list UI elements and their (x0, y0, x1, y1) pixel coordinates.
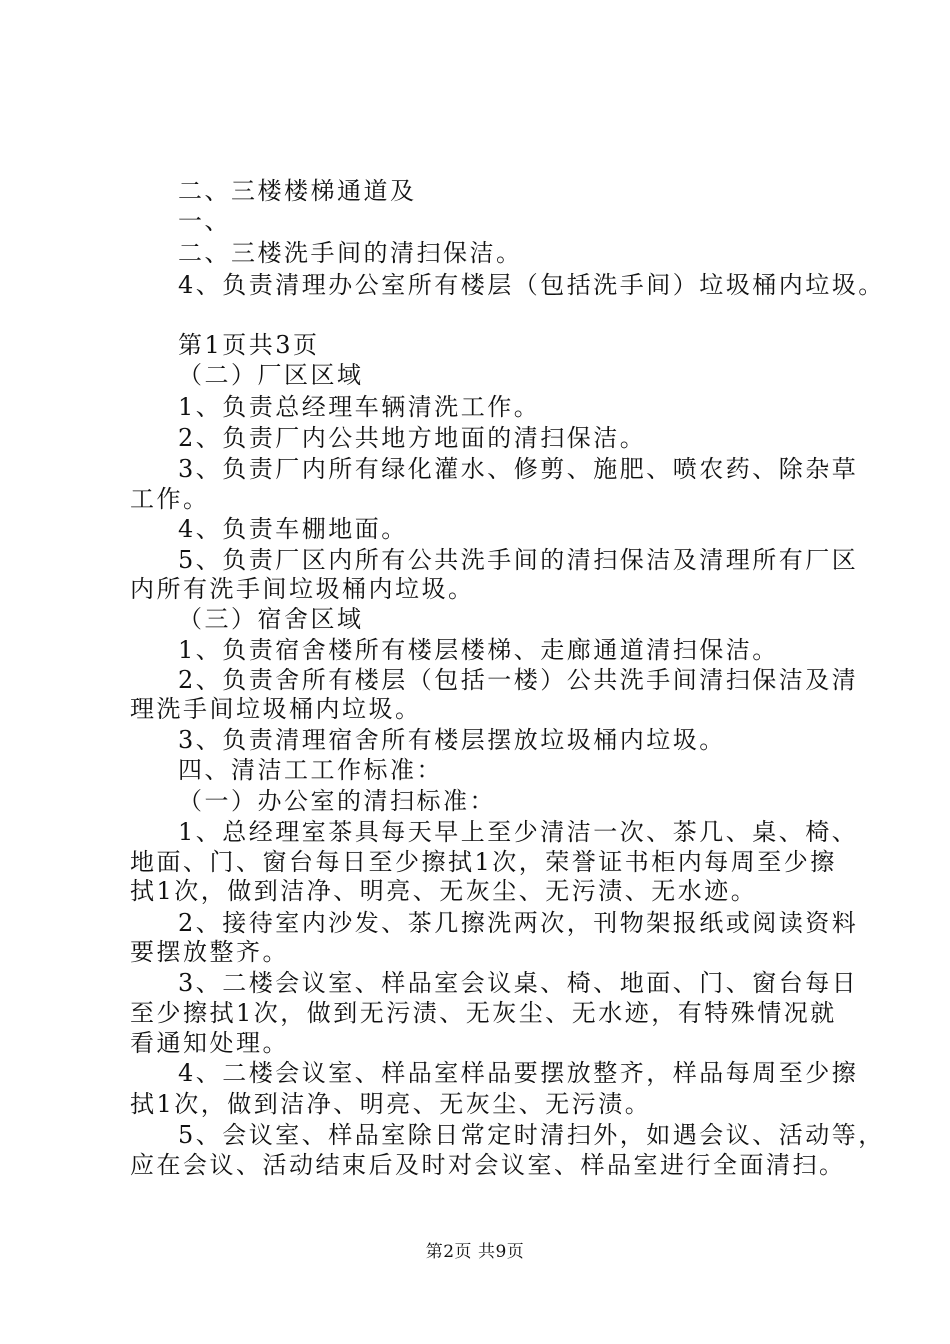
page-marker: 第1页共3页 (178, 331, 320, 359)
body-line: 4、负责清理办公室所有楼层（包括洗手间）垃圾桶内垃圾。 (178, 271, 885, 299)
body-line: 5、负责厂区内所有公共洗手间的清扫保洁及清理所有厂区 (178, 546, 859, 574)
body-line: 3、负责厂内所有绿化灌水、修剪、施肥、喷农药、除杂草 (178, 455, 859, 483)
body-line: 拭1次，做到洁净、明亮、无灰尘、无污渍、无水迹。 (130, 877, 758, 905)
body-line: 至少擦拭1次，做到无污渍、无灰尘、无水迹，有特殊情况就 (130, 999, 837, 1027)
body-line: 要摆放整齐。 (130, 938, 289, 966)
body-line: 1、负责宿舍楼所有楼层楼梯、走廊通道清扫保洁。 (178, 636, 779, 664)
body-line: 2、接待室内沙发、茶几擦洗两次，刊物架报纸或阅读资料 (178, 909, 859, 937)
body-line: 理洗手间垃圾桶内垃圾。 (130, 695, 422, 723)
body-line: 应在会议、活动结束后及时对会议室、样品室进行全面清扫。 (130, 1151, 846, 1179)
page-footer: 第2页 共9页 (425, 1242, 525, 1262)
section-heading: （二）厂区区域 (178, 361, 364, 389)
body-line: 4、二楼会议室、样品室样品要摆放整齐，样品每周至少擦 (178, 1059, 859, 1087)
body-line: 地面、门、窗台每日至少擦拭1次，荣誉证书柜内每周至少擦 (130, 848, 837, 876)
body-line: 2、负责厂内公共地方地面的清扫保洁。 (178, 424, 647, 452)
body-line: 2、负责舍所有楼层（包括一楼）公共洗手间清扫保洁及清 (178, 666, 859, 694)
body-line: 3、二楼会议室、样品室会议桌、椅、地面、门、窗台每日 (178, 969, 859, 997)
body-line: 内所有洗手间垃圾桶内垃圾。 (130, 575, 475, 603)
section-heading: （一）办公室的清扫标准： (178, 787, 496, 815)
section-heading: 四、清洁工工作标准： (178, 756, 443, 784)
body-line: 4、负责车棚地面。 (178, 515, 408, 543)
body-line: 二、三楼洗手间的清扫保洁。 (178, 239, 523, 267)
body-line: 工作。 (130, 485, 210, 513)
body-line: 3、负责清理宿舍所有楼层摆放垃圾桶内垃圾。 (178, 726, 726, 754)
body-line: 拭1次，做到洁净、明亮、无灰尘、无污渍。 (130, 1090, 652, 1118)
body-line: 1、负责总经理车辆清洗工作。 (178, 393, 541, 421)
body-line: 5、会议室、样品室除日常定时清扫外，如遇会议、活动等， (178, 1121, 885, 1149)
section-heading: （三）宿舍区域 (178, 605, 364, 633)
body-line: 一、 (178, 207, 231, 235)
body-line: 1、总经理室茶具每天早上至少清洁一次、茶几、桌、椅、 (178, 818, 859, 846)
body-line: 二、三楼楼梯通道及 (178, 177, 417, 205)
body-line: 看通知处理。 (130, 1029, 289, 1057)
